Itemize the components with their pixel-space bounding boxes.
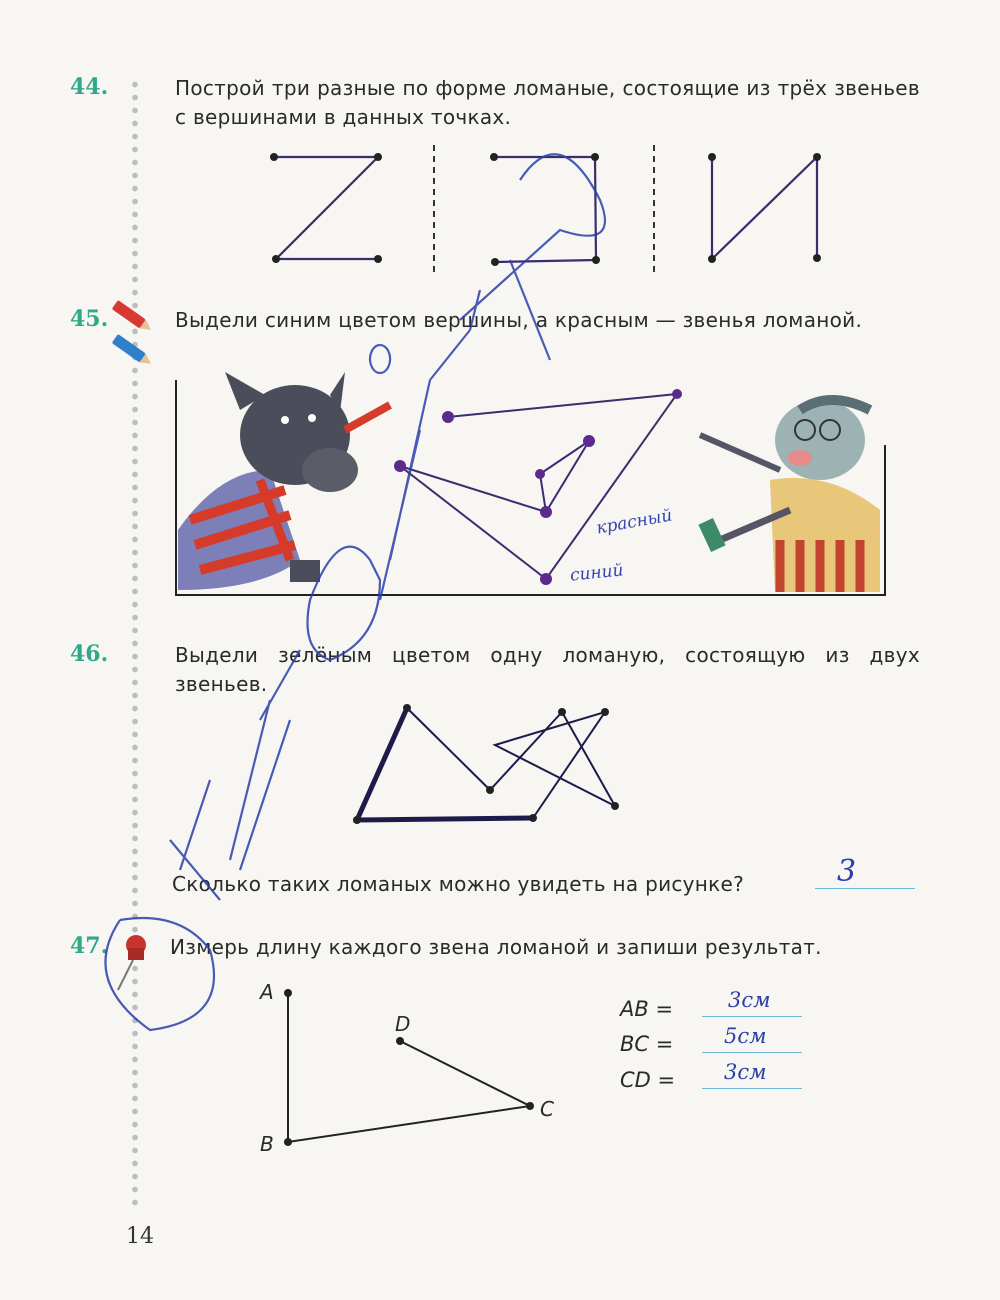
- segment-bc: BC =: [620, 1032, 674, 1056]
- blue-pencil-icon: [112, 334, 154, 368]
- pen-scribbles: [105, 154, 605, 1030]
- note-blue: синий: [569, 560, 625, 586]
- segment-cd: CD =: [620, 1068, 676, 1092]
- point-a-label: A: [260, 980, 274, 1004]
- polyline-thin: [407, 708, 615, 818]
- task-45-text: Выдели синим цветом вершины, а красным — звенья ломаной.: [175, 308, 863, 332]
- point-d-label: D: [395, 1012, 411, 1036]
- task-46-text: Выдели зелёным цветом одну ломаную, состоящую из двух звеньев.: [175, 643, 920, 696]
- polyline-bold: [357, 708, 533, 820]
- polyline-square: [494, 157, 596, 262]
- task-46-number: 46.: [70, 641, 109, 667]
- page-number: 14: [126, 1224, 154, 1249]
- note-red: красный: [594, 505, 674, 539]
- pushpin-icon: [118, 935, 146, 990]
- task-44-number: 44.: [70, 74, 109, 100]
- task-45-picture: [176, 372, 885, 595]
- answer-46: 3: [837, 854, 857, 889]
- task-47-vertices: [284, 989, 534, 1146]
- polyline-n: [712, 157, 817, 259]
- task-44-polylines: [274, 145, 817, 275]
- red-pencil-icon: [112, 300, 154, 334]
- segment-ab: AB =: [620, 997, 674, 1021]
- rabbit-illustration: [698, 400, 880, 592]
- task-44-text: Построй три разные по форме ломаные, состоящие из трёх звеньев с вершинами в данных точках.: [175, 76, 920, 129]
- polyline-z: [274, 157, 378, 259]
- value-ab: 3см: [728, 988, 771, 1012]
- task-45-polyline: [400, 394, 677, 579]
- task-45-number: 45.: [70, 306, 109, 332]
- point-c-label: C: [540, 1097, 554, 1121]
- value-bc: 5см: [724, 1024, 767, 1048]
- task-47-number: 47.: [70, 933, 109, 959]
- task-46-figure: [357, 708, 615, 820]
- task-47-polyline: [288, 993, 530, 1142]
- task-47-text: Измерь длину каждого звена ломаной и запиши результат.: [170, 935, 822, 959]
- point-b-label: B: [260, 1132, 274, 1156]
- task-45-vertices: [394, 389, 682, 585]
- cat-illustration: [178, 372, 390, 590]
- task-46-vertices: [353, 704, 619, 824]
- task-46-question: Сколько таких ломаных можно увидеть на рисунке?: [172, 872, 745, 896]
- task-44-vertices: [270, 153, 821, 266]
- value-cd: 3см: [724, 1060, 767, 1084]
